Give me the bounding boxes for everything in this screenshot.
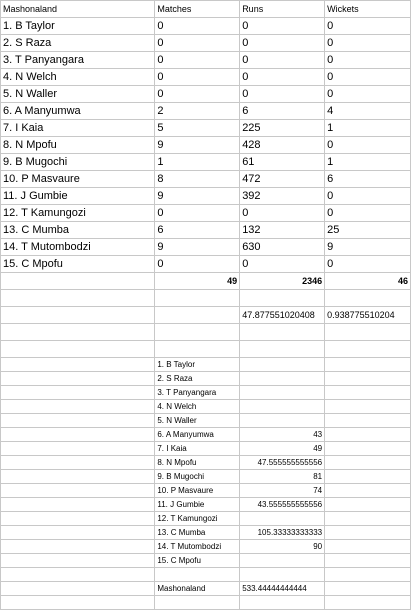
empty-cell[interactable] <box>155 290 240 307</box>
runs-cell[interactable]: 225 <box>240 120 325 137</box>
empty-row <box>1 290 411 307</box>
ratio-value-cell[interactable] <box>240 400 325 414</box>
ratio-value-cell[interactable]: 43 <box>240 428 325 442</box>
average-runs-cell[interactable]: 47.877551020408 <box>240 307 325 324</box>
wickets-cell[interactable]: 0 <box>325 18 411 35</box>
empty-cell[interactable] <box>1 512 155 526</box>
grid-body <box>1 1 411 610</box>
player-name-cell[interactable]: 3. T Panyangara <box>1 52 155 69</box>
player-row <box>1 120 411 137</box>
empty-cell[interactable] <box>325 596 411 610</box>
wickets-cell[interactable]: 0 <box>325 137 411 154</box>
header-wickets-cell[interactable]: Wickets <box>325 1 411 18</box>
empty-cell[interactable] <box>1 307 155 324</box>
wickets-cell[interactable]: 9 <box>325 239 411 256</box>
matches-cell[interactable]: 0 <box>155 256 240 273</box>
player-row <box>1 18 411 35</box>
totals-row <box>1 273 411 290</box>
empty-cell[interactable] <box>1 526 155 540</box>
empty-cell[interactable] <box>155 341 240 358</box>
wickets-cell[interactable]: 0 <box>325 35 411 52</box>
ratio-name-cell[interactable]: 6. A Manyumwa <box>155 428 240 442</box>
header-matches-cell[interactable]: Matches <box>155 1 240 18</box>
empty-cell[interactable] <box>240 341 325 358</box>
empty-cell[interactable] <box>155 307 240 324</box>
empty-cell[interactable] <box>1 324 155 341</box>
empty-cell[interactable] <box>325 498 411 512</box>
player-row <box>1 103 411 120</box>
ratio-row <box>1 358 411 372</box>
empty-cell[interactable] <box>1 273 155 290</box>
empty-cell[interactable] <box>1 484 155 498</box>
empty-cell[interactable] <box>325 386 411 400</box>
player-row <box>1 86 411 103</box>
empty-cell[interactable] <box>240 324 325 341</box>
empty-cell[interactable] <box>1 568 155 582</box>
averages-row <box>1 307 411 324</box>
wickets-cell[interactable]: 0 <box>325 52 411 69</box>
matches-cell[interactable]: 6 <box>155 222 240 239</box>
empty-cell[interactable] <box>1 428 155 442</box>
matches-cell[interactable]: 8 <box>155 171 240 188</box>
wickets-cell[interactable]: 0 <box>325 256 411 273</box>
ratio-row <box>1 540 411 554</box>
player-row <box>1 239 411 256</box>
player-name-cell[interactable]: 1. B Taylor <box>1 18 155 35</box>
empty-cell[interactable] <box>1 554 155 568</box>
empty-cell[interactable] <box>240 596 325 610</box>
empty-cell[interactable] <box>1 596 155 610</box>
empty-cell[interactable] <box>1 470 155 484</box>
total-wickets-cell[interactable]: 46 <box>325 273 411 290</box>
matches-cell[interactable]: 0 <box>155 86 240 103</box>
matches-cell[interactable]: 0 <box>155 35 240 52</box>
ratio-value-cell[interactable] <box>240 386 325 400</box>
ratio-name-cell[interactable]: 8. N Mpofu <box>155 456 240 470</box>
ratio-value-cell[interactable] <box>240 358 325 372</box>
ratio-name-cell[interactable]: 13. C Mumba <box>155 526 240 540</box>
empty-cell[interactable] <box>1 456 155 470</box>
empty-cell[interactable] <box>240 568 325 582</box>
ratio-value-cell[interactable] <box>240 554 325 568</box>
ratio-name-cell[interactable]: 3. T Panyangara <box>155 386 240 400</box>
empty-cell[interactable] <box>325 568 411 582</box>
ratio-name-cell[interactable]: 11. J Gumbie <box>155 498 240 512</box>
matches-cell[interactable]: 0 <box>155 205 240 222</box>
runs-cell[interactable]: 472 <box>240 171 325 188</box>
player-row <box>1 52 411 69</box>
ratio-row <box>1 470 411 484</box>
empty-row <box>1 341 411 358</box>
empty-cell[interactable] <box>325 470 411 484</box>
ratio-value-cell[interactable]: 74 <box>240 484 325 498</box>
ratio-value-cell[interactable] <box>240 512 325 526</box>
ratio-row <box>1 428 411 442</box>
ratio-name-cell[interactable]: 7. I Kaia <box>155 442 240 456</box>
wickets-cell[interactable]: 1 <box>325 120 411 137</box>
wickets-cell[interactable]: 0 <box>325 205 411 222</box>
player-name-cell[interactable]: 2. S Raza <box>1 35 155 52</box>
empty-cell[interactable] <box>325 414 411 428</box>
player-row <box>1 154 411 171</box>
ratio-row <box>1 442 411 456</box>
average-wickets-cell[interactable]: 0.938775510204 <box>325 307 411 324</box>
empty-cell[interactable] <box>1 498 155 512</box>
ratio-value-cell[interactable]: 105.33333333333 <box>240 526 325 540</box>
empty-cell[interactable] <box>325 290 411 307</box>
runs-cell[interactable]: 0 <box>240 52 325 69</box>
ratio-row <box>1 372 411 386</box>
runs-cell[interactable]: 0 <box>240 86 325 103</box>
ratio-row <box>1 498 411 512</box>
player-name-cell[interactable]: 15. C Mpofu <box>1 256 155 273</box>
player-name-cell[interactable]: 14. T Mutombodzi <box>1 239 155 256</box>
header-team-cell[interactable]: Mashonaland <box>1 1 155 18</box>
runs-cell[interactable]: 0 <box>240 18 325 35</box>
header-row <box>1 1 411 18</box>
runs-cell[interactable]: 6 <box>240 103 325 120</box>
matches-cell[interactable]: 2 <box>155 103 240 120</box>
empty-cell[interactable] <box>325 484 411 498</box>
runs-cell[interactable]: 0 <box>240 256 325 273</box>
empty-cell[interactable] <box>1 341 155 358</box>
wickets-cell[interactable]: 4 <box>325 103 411 120</box>
empty-cell[interactable] <box>155 324 240 341</box>
matches-cell[interactable]: 5 <box>155 120 240 137</box>
player-row <box>1 256 411 273</box>
empty-cell[interactable] <box>325 341 411 358</box>
ratio-value-cell[interactable]: 47.555555555556 <box>240 456 325 470</box>
ratio-row <box>1 512 411 526</box>
player-row <box>1 188 411 205</box>
player-row <box>1 35 411 52</box>
empty-cell[interactable] <box>1 582 155 596</box>
wickets-cell[interactable]: 6 <box>325 171 411 188</box>
empty-row <box>1 568 411 582</box>
ratio-value-cell[interactable]: 49 <box>240 442 325 456</box>
ratio-row <box>1 526 411 540</box>
player-name-cell[interactable]: 9. B Mugochi <box>1 154 155 171</box>
player-name-cell[interactable]: 4. N Welch <box>1 69 155 86</box>
ratio-name-cell[interactable]: 12. T Kamungozi <box>155 512 240 526</box>
ratio-value-cell[interactable] <box>240 372 325 386</box>
ratio-name-cell[interactable]: 2. S Raza <box>155 372 240 386</box>
summary-row <box>1 582 411 596</box>
ratio-name-cell[interactable]: 14. T Mutombodzi <box>155 540 240 554</box>
wickets-cell[interactable]: 0 <box>325 188 411 205</box>
empty-cell[interactable] <box>325 358 411 372</box>
ratio-row <box>1 554 411 568</box>
ratio-name-cell[interactable]: 1. B Taylor <box>155 358 240 372</box>
total-matches-cell[interactable]: 49 <box>155 273 240 290</box>
empty-cell[interactable] <box>325 324 411 341</box>
ratio-value-cell[interactable] <box>240 414 325 428</box>
matches-cell[interactable]: 9 <box>155 188 240 205</box>
matches-cell[interactable]: 9 <box>155 239 240 256</box>
summary-value-cell[interactable]: 533.44444444444 <box>240 582 325 596</box>
ratio-value-cell[interactable]: 81 <box>240 470 325 484</box>
player-name-cell[interactable]: 12. T Kamungozi <box>1 205 155 222</box>
player-name-cell[interactable]: 10. P Masvaure <box>1 171 155 188</box>
runs-cell[interactable]: 392 <box>240 188 325 205</box>
wickets-cell[interactable]: 0 <box>325 69 411 86</box>
empty-cell[interactable] <box>1 358 155 372</box>
empty-cell[interactable] <box>325 428 411 442</box>
player-name-cell[interactable]: 6. A Manyumwa <box>1 103 155 120</box>
runs-cell[interactable]: 428 <box>240 137 325 154</box>
empty-cell[interactable] <box>325 582 411 596</box>
ratio-row <box>1 386 411 400</box>
ratio-name-cell[interactable]: 9. B Mugochi <box>155 470 240 484</box>
player-row <box>1 171 411 188</box>
player-name-cell[interactable]: 13. C Mumba <box>1 222 155 239</box>
ratio-row <box>1 456 411 470</box>
empty-cell[interactable] <box>325 526 411 540</box>
empty-row <box>1 596 411 610</box>
empty-cell[interactable] <box>325 456 411 470</box>
player-name-cell[interactable]: 7. I Kaia <box>1 120 155 137</box>
empty-cell[interactable] <box>155 568 240 582</box>
empty-cell[interactable] <box>325 512 411 526</box>
ratio-name-cell[interactable]: 4. N Welch <box>155 400 240 414</box>
runs-cell[interactable]: 0 <box>240 35 325 52</box>
empty-cell[interactable] <box>325 554 411 568</box>
ratio-row <box>1 484 411 498</box>
matches-cell[interactable]: 0 <box>155 52 240 69</box>
runs-cell[interactable]: 0 <box>240 205 325 222</box>
empty-cell[interactable] <box>1 290 155 307</box>
header-runs-cell[interactable]: Runs <box>240 1 325 18</box>
ratio-name-cell[interactable]: 5. N Waller <box>155 414 240 428</box>
empty-cell[interactable] <box>1 414 155 428</box>
runs-cell[interactable]: 630 <box>240 239 325 256</box>
empty-cell[interactable] <box>1 372 155 386</box>
player-row <box>1 137 411 154</box>
empty-cell[interactable] <box>325 400 411 414</box>
player-name-cell[interactable]: 11. J Gumbie <box>1 188 155 205</box>
empty-cell[interactable] <box>1 540 155 554</box>
wickets-cell[interactable]: 1 <box>325 154 411 171</box>
ratio-name-cell[interactable]: 10. P Masvaure <box>155 484 240 498</box>
empty-cell[interactable] <box>1 442 155 456</box>
player-row <box>1 222 411 239</box>
empty-cell[interactable] <box>325 540 411 554</box>
empty-cell[interactable] <box>1 386 155 400</box>
player-row <box>1 205 411 222</box>
empty-cell[interactable] <box>240 290 325 307</box>
ratio-row <box>1 400 411 414</box>
player-name-cell[interactable]: 5. N Waller <box>1 86 155 103</box>
matches-cell[interactable]: 1 <box>155 154 240 171</box>
summary-label-cell[interactable]: Mashonaland <box>155 582 240 596</box>
empty-cell[interactable] <box>1 400 155 414</box>
matches-cell[interactable]: 9 <box>155 137 240 154</box>
ratio-value-cell[interactable]: 43.555555555556 <box>240 498 325 512</box>
wickets-cell[interactable]: 0 <box>325 86 411 103</box>
runs-cell[interactable]: 0 <box>240 69 325 86</box>
wickets-cell[interactable]: 25 <box>325 222 411 239</box>
ratio-name-cell[interactable]: 15. C Mpofu <box>155 554 240 568</box>
empty-cell[interactable] <box>325 372 411 386</box>
matches-cell[interactable]: 0 <box>155 18 240 35</box>
empty-cell[interactable] <box>325 442 411 456</box>
total-runs-cell[interactable]: 2346 <box>240 273 325 290</box>
empty-cell[interactable] <box>155 596 240 610</box>
runs-cell[interactable]: 61 <box>240 154 325 171</box>
player-row <box>1 69 411 86</box>
matches-cell[interactable]: 0 <box>155 69 240 86</box>
ratio-row <box>1 414 411 428</box>
runs-cell[interactable]: 132 <box>240 222 325 239</box>
ratio-value-cell[interactable]: 90 <box>240 540 325 554</box>
empty-row <box>1 324 411 341</box>
player-name-cell[interactable]: 8. N Mpofu <box>1 137 155 154</box>
